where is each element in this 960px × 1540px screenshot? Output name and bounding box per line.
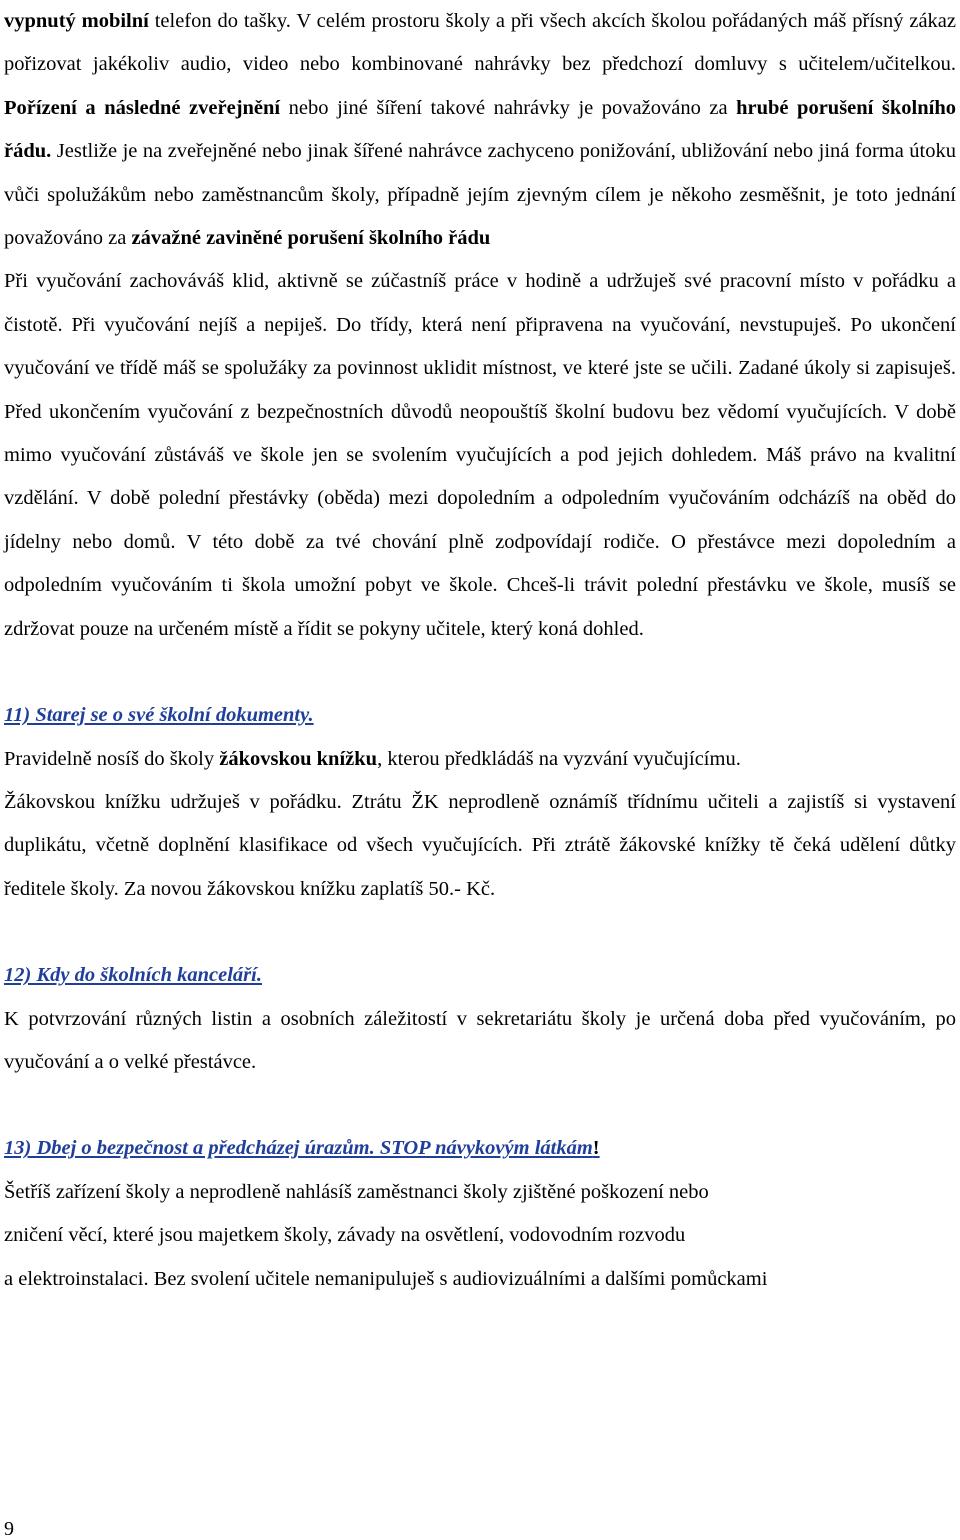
bold-phrase: Pořízení a následné zveřejnění — [4, 96, 281, 119]
bold-phrase: vypnutý mobilní — [4, 10, 149, 32]
section-heading-11: 11) Starej se o své školní dokumenty. — [4, 704, 314, 727]
bold-phrase: závažné zaviněné porušení školního řádu — [131, 227, 491, 250]
line: Šetříš zařízení školy a neprodleně nahlásíš zaměstnanci školy zjištěné poškození nebo — [4, 1180, 709, 1203]
spacer — [4, 1084, 956, 1127]
heading-exclamation: ! — [592, 1137, 600, 1160]
document-page — [4, 0, 956, 1301]
paragraph-recording-ban — [4, 0, 956, 260]
paragraph-book-loss: Žákovskou knížku udržuješ v pořádku. Ztrátu ŽK neprodleně oznámíš třídnímu učiteli a zajistíš si vystavení duplikátu, včetně doplnění klasifikace od všech vyučujících. Při ztrátě žákovské knížky tě čeká udělení důtky ředitele školy. Za novou žákovskou knížku zaplatíš 50.- Kč. — [4, 790, 956, 900]
page-number: 9 — [4, 1518, 14, 1540]
line: a elektroinstalaci. Bez svolení učitele nemanipuluješ s audiovizuálními a dalšími pomůckami — [4, 1267, 768, 1290]
section-heading-12: 12) Kdy do školních kanceláří. — [4, 964, 262, 987]
paragraph-safety — [4, 1171, 956, 1301]
text-run: , kterou předkládáš na vyzvání vyučujícímu. — [377, 747, 741, 770]
paragraph-office-hours: K potvrzování různých listin a osobních záležitostí v sekretariátu školy je určená doba před vyučováním, po vyučování a o velké přestávce. — [4, 1007, 956, 1073]
text-run: telefon do tašky. V celém prostoru školy a při všech akcích školou pořádaných máš přísný zákaz pořizovat jakékoliv audio, video nebo kombinované nahrávky bez předchozí domluvy s učitelem/učitelkou. — [4, 10, 956, 76]
section-heading-13 — [4, 1127, 956, 1170]
heading-text: 13) Dbej o bezpečnost a předcházej úrazům. STOP návykovým látkám — [4, 1137, 593, 1160]
text-run: nebo jiné šíření takové nahrávky je považováno za — [280, 96, 737, 119]
text-run: Jestliže je na zveřejněné nebo jinak šířené nahrávce zachyceno ponižování, ubližování nebo jiná forma útoku vůči spolužákům nebo zaměstnancům školy, případně jejím zjevným cílem je někoho zesměšnit, je toto jednání považováno za — [4, 140, 956, 250]
bold-phrase: hrubé porušení školního řádu. — [4, 96, 956, 163]
line: zničení věcí, které jsou majetkem školy, závady na osvětlení, vodovodním rozvodu — [4, 1224, 686, 1247]
paragraph-classroom-conduct: Při vyučování zachováváš klid, aktivně se zúčastníš práce v hodině a udržuješ své pracovní místo v pořádku a čistotě. Při vyučování nejíš a nepiješ. Do třídy, která není připravena na vyučování, nevstupuješ. Po ukončení vyučování ve třídě máš se spolužáky za povinnost uklidit místnost, ve které jste se učili. Zadané úkoly si zapisuješ. Před ukončením vyučování z bezpečnostních důvodů neopouštíš školní budovu bez vědomí vyučujících. V době mimo vyučování zůstáváš ve škole jen se svolením vyučujících a pod jejich dohledem. Máš právo na kvalitní vzdělání. V době polední přestávky (oběda) mezi dopoledním a odpoledním vyučováním odcházíš na oběd do jídelny nebo domů. V této době za tvé chování plně zodpovídají rodiče. O přestávce mezi dopoledním a odpoledním vyučováním ti škola umožní pobyt ve škole. Chceš-li trávit polední přestávku ve škole, musíš se zdržovat pouze na určeném místě a řídit se pokyny učitele, který koná dohled. — [4, 270, 956, 640]
paragraph-student-book — [4, 738, 956, 781]
text-run: Pravidelně nosíš do školy — [4, 747, 220, 770]
spacer — [4, 651, 956, 694]
bold-phrase: žákovskou knížku — [219, 747, 378, 770]
spacer — [4, 911, 956, 954]
